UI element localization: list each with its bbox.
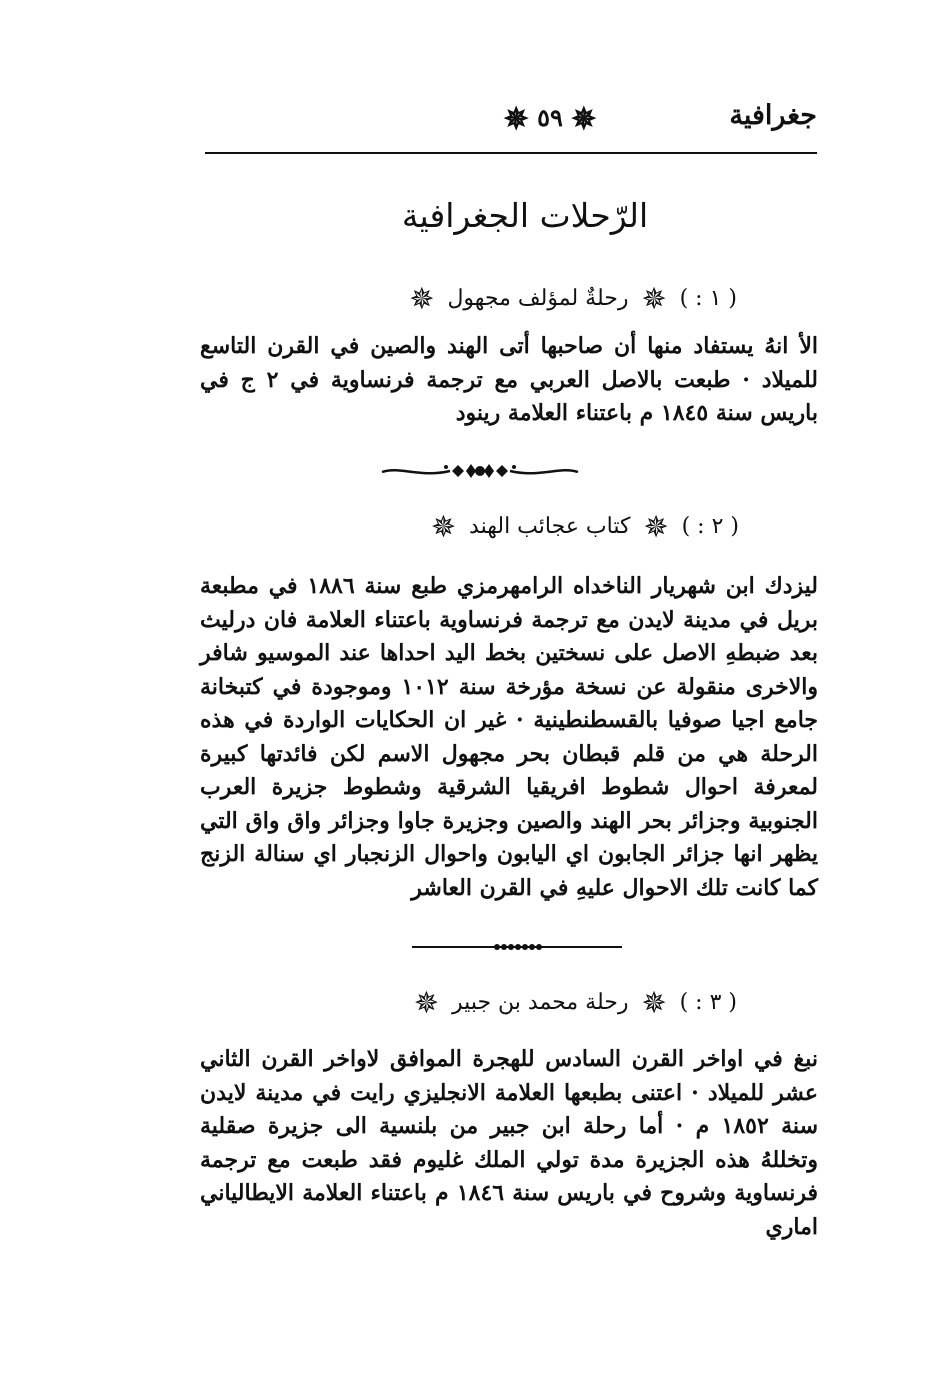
entry-number: ( ٢ : ) — [681, 514, 739, 539]
entry-title: كتاب عجائب الهند — [469, 514, 631, 539]
entry-text: نبغ في اواخر القرن السادس للهجرة الموافق لاواخر القرن الثاني عشر للميلاد · اعتنى بطبعها العلامة الانجليزي رايت في مدينة لايدن سنة ١٨٥٢ م · أما رحلة ابن جبير من بلنسية الى جزيرة صقلية وتخللهُ هذه الجزيرة مدة تولي الملك غليوم فقد طبعت مع ترجمة فرنساوية وشروح في باريس سنة ١٨٤٦ م باعتناء العلامة الايطالياني اماري — [200, 1046, 818, 1240]
entry-text: الأ انهُ يستفاد منها أن صاحبها أتى الهند والصين في القرن التاسع للميلاد · طبعت بالاصل العربي مع ترجمة فرنساوية في ٢ ج في باريس سنة ١٨٤٥ م باعتناء العلامة رينود — [200, 333, 819, 426]
beaded-divider — [412, 938, 622, 956]
entry-text: ليزدك ابن شهريار الناخداه الرامهرمزي طبع سنة ١٨٨٦ في مطبعة بريل في مدينة لايدن مع ترجمة فرنساوية باعتناء العلامة فان درليث بعد ضبطهِ الاصل على نسختين بخط اليد احداها عند الموسيو شافر والاخرى منقولة عن نسخة مؤرخة سنة ١٠١٢ وموجودة في كتبخانة جامع اجيا صوفيا بالقسطنطينية · غير ان الحكايات الواردة في هذه الرحلة هي من قلم قبطان بحر مجهول الاسم لكن فائدتها كبيرة لمعرفة احوال شطوط افريقيا الشرقية وشطوط جزيرة العرب الجنوبية وجزائر بحر الهند والصين وجزيرة جاوا وجزائر واق واق التي يظهر انها جزائر الجابون اي اليابون واحوال الزنجبار اي سنالة الزنج كما كانت تلك الاحوال عليهِ في القرن العاشر — [200, 573, 818, 901]
entry-heading — [403, 282, 737, 317]
entry-number: ( ١ : ) — [679, 286, 737, 311]
page-number — [475, 102, 625, 137]
star-ornament-icon: ✵ — [503, 102, 529, 137]
star-ornament-icon: ✵ — [641, 282, 667, 317]
page-number-text: ٥٩ — [537, 103, 563, 132]
star-ornament-icon: ✵ — [430, 510, 457, 545]
star-ornament-icon: ✵ — [409, 282, 435, 317]
entry-heading — [408, 986, 737, 1021]
chapter-title: الرّحلات الجغرافية — [401, 196, 649, 235]
entry-number: ( ٣ : ) — [679, 990, 737, 1015]
entry-heading — [425, 510, 739, 545]
entry-title: رحلةٌ لمؤلف مجهول — [447, 286, 629, 311]
page-header — [205, 96, 817, 144]
ornamental-divider — [380, 458, 580, 484]
entry-paragraph — [200, 570, 818, 905]
star-ornament-icon: ✵ — [643, 510, 669, 545]
entry-title: رحلة محمد بن جبير — [452, 990, 629, 1015]
star-ornament-icon: ✵ — [641, 986, 667, 1021]
star-ornament-icon: ✵ — [571, 102, 597, 137]
entry-paragraph — [200, 330, 818, 431]
running-section-title: جغرافية — [729, 100, 817, 131]
entry-paragraph — [200, 1043, 818, 1244]
header-rule — [205, 152, 817, 154]
star-ornament-icon: ✵ — [413, 986, 440, 1021]
